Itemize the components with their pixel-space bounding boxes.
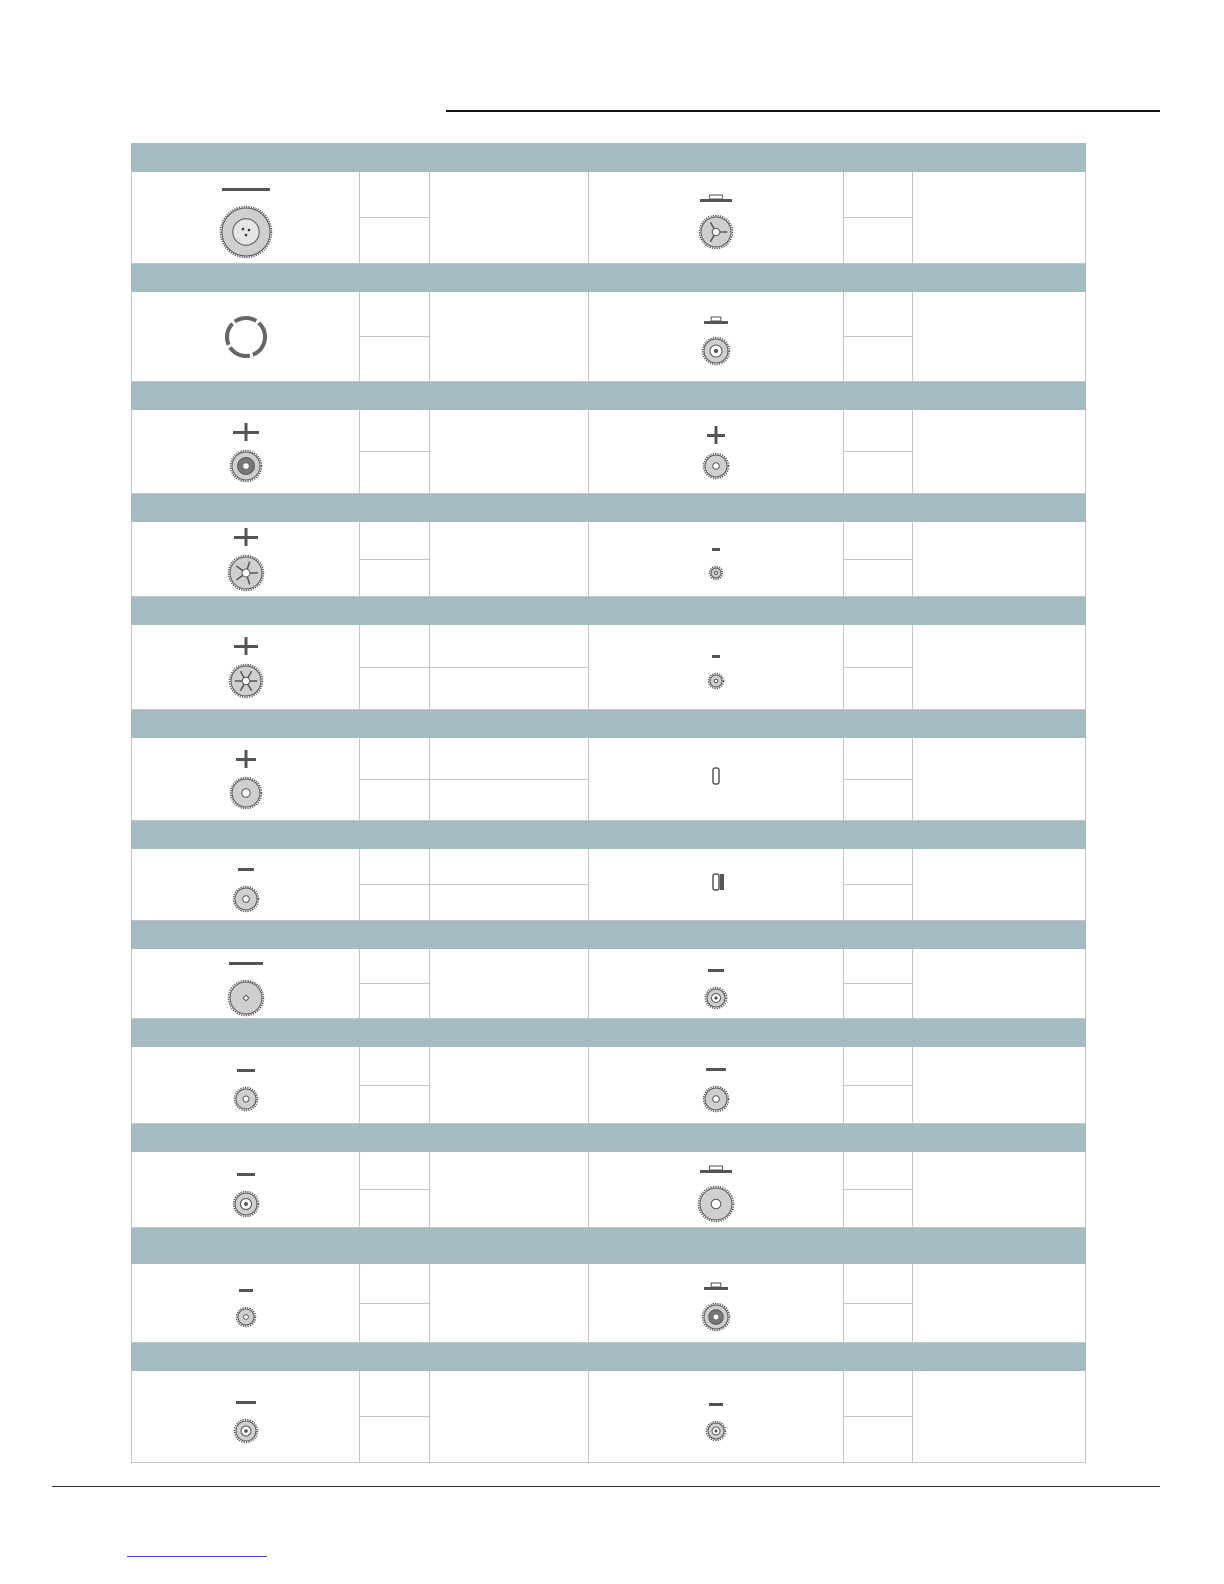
header-cell [132,494,360,522]
small-hub-wheel-top-icon [589,1420,843,1442]
header-cell [360,382,430,410]
header-cell [132,597,360,625]
header-cell [132,710,360,738]
header-cell [132,1124,360,1152]
header-cell [132,264,360,292]
header-cell [913,710,1086,738]
part-image-right [589,849,844,921]
header-cell [430,1343,589,1371]
header-cell [360,264,430,292]
header-cell [589,144,844,172]
pinion-side-icon [589,1392,843,1414]
part-desc-left [430,172,589,264]
part-qty-right [844,1371,913,1463]
header-cell [913,382,1086,410]
header-cell [430,1228,589,1264]
part-desc-right [913,1264,1086,1343]
part-qty-left-lower [360,1085,429,1086]
header-cell [589,1228,844,1264]
six-spoke-wheel-top-icon [132,663,359,699]
roller-pair-side-icon [589,871,843,893]
small-wheel-top-icon [132,1086,359,1112]
stepped-wheel-side-icon [589,1157,843,1179]
footer-rule [52,1486,1160,1487]
part-desc-right [913,292,1086,382]
header-cell [360,597,430,625]
part-image-left [132,292,360,382]
part-qty-left-lower [360,779,429,780]
pinion-top-icon [589,565,843,581]
part-desc-right [913,522,1086,597]
small-wheel-top-icon [589,452,843,480]
part-qty-right [844,1264,913,1343]
header-cell [132,921,360,949]
escape-wheel-top-icon [132,776,359,810]
header-cell [132,382,360,410]
part-qty-right [844,522,913,597]
part-qty-left-lower [360,1303,429,1304]
part-qty-right [844,172,913,264]
header-cell [844,1124,913,1152]
header-cell [132,144,360,172]
part-image-right [589,292,844,382]
part-qty-right [844,1152,913,1228]
part-qty-left [360,1264,430,1343]
part-qty-right-lower [844,1085,912,1086]
header-cell [132,1019,360,1047]
part-qty-left [360,522,430,597]
part-image-left [132,949,360,1019]
header-cell [844,494,913,522]
header-cell [589,1124,844,1152]
part-desc-left [430,738,589,821]
header-cell [430,710,589,738]
part-qty-left-lower [360,336,429,337]
part-qty-left-lower [360,1416,429,1417]
header-cell [844,821,913,849]
pinion-wheel-side-icon [132,421,359,443]
header-cell [913,144,1086,172]
footer-link[interactable] [127,1556,267,1557]
part-qty-left-lower [360,983,429,984]
header-row [132,597,1086,625]
header-cell [430,1019,589,1047]
roller-side-icon [589,765,843,787]
part-qty-left [360,292,430,382]
header-cell [589,921,844,949]
part-image-right [589,625,844,710]
part-qty-left-lower [360,451,429,452]
part-qty-left [360,1047,430,1124]
part-qty-left [360,949,430,1019]
header-cell [360,1124,430,1152]
part-desc-left [430,1047,589,1124]
header-cell [430,494,589,522]
part-image-right [589,522,844,597]
part-qty-left [360,1371,430,1463]
part-qty-left-lower [360,559,429,560]
part-qty-left-lower [360,667,429,668]
five-spoke-wheel-top-icon [132,554,359,592]
header-cell [913,1019,1086,1047]
part-row [132,522,1086,597]
part-desc-left-lower [430,779,588,780]
part-desc-right [913,949,1086,1019]
part-desc-left-lower [430,667,588,668]
header-cell [913,597,1086,625]
part-image-left [132,1047,360,1124]
hub-wheel-top-icon [589,336,843,366]
part-qty-left-lower [360,1189,429,1190]
hub-wheel-side-icon [589,308,843,330]
part-image-right [589,172,844,264]
header-cell [844,382,913,410]
star-wheel-top-icon [132,1306,359,1328]
part-image-right [589,1152,844,1228]
header-cell [360,710,430,738]
part-image-right [589,1047,844,1124]
header-cell [430,264,589,292]
header-cell [844,597,913,625]
header-cell [360,144,430,172]
header-cell [913,921,1086,949]
part-qty-right-lower [844,983,912,984]
part-qty-left [360,172,430,264]
header-row [132,264,1086,292]
thin-wheel-side-icon [132,1278,359,1300]
part-qty-right [844,849,913,921]
header-cell [430,144,589,172]
header-cell [360,1228,430,1264]
header-cell [589,382,844,410]
header-row [132,921,1086,949]
rosette-wheel-top-icon [132,449,359,483]
flat-wheel-side-icon [589,1057,843,1079]
split-ring-icon [132,315,359,359]
part-qty-right-lower [844,1189,912,1190]
header-cell [360,821,430,849]
header-cell [430,382,589,410]
header-cell [844,144,913,172]
part-qty-right [844,410,913,494]
part-image-left [132,625,360,710]
part-image-left [132,172,360,264]
header-row [132,710,1086,738]
small-wheel-top-icon [589,1085,843,1113]
flat-wheel-side-icon [132,177,359,199]
header-cell [360,921,430,949]
part-row [132,410,1086,494]
stepped-wheel-side-icon [589,186,843,208]
header-cell [844,921,913,949]
part-qty-right [844,1047,913,1124]
escape-arbor-side-icon [132,748,359,770]
part-desc-left [430,1264,589,1343]
arbor-wheel-side-icon [132,526,359,548]
part-qty-right-lower [844,217,912,218]
header-cell [844,1228,913,1264]
header-cell [913,821,1086,849]
header-row [132,494,1086,522]
part-image-right [589,410,844,494]
dark-rosette-wheel-top-icon [589,1302,843,1332]
part-desc-right [913,1371,1086,1463]
header-cell [430,921,589,949]
open-wheel-top-icon [132,1190,359,1218]
part-desc-left-lower [430,884,588,885]
header-cell [589,597,844,625]
part-qty-right [844,292,913,382]
part-qty-left-lower [360,884,429,885]
part-qty-left [360,625,430,710]
part-desc-right [913,410,1086,494]
part-desc-left [430,292,589,382]
header-row [132,382,1086,410]
header-cell [589,710,844,738]
part-desc-right [913,1047,1086,1124]
parts-table [131,143,1086,1463]
small-hub-wheel-top-icon [132,1418,359,1444]
pinion-side-icon [589,644,843,666]
header-cell [844,710,913,738]
flat-wheel-side-icon [132,1058,359,1080]
header-cell [844,1019,913,1047]
header-cell [589,264,844,292]
arbor-wheel-side-icon [132,635,359,657]
part-image-right [589,949,844,1019]
header-cell [430,1124,589,1152]
part-desc-right [913,1152,1086,1228]
part-qty-right-lower [844,1303,912,1304]
part-qty-right-lower [844,884,912,885]
flat-wheel-side-icon [132,951,359,973]
thin-wheel-side-icon [589,958,843,980]
pinion-top-icon [589,672,843,690]
header-cell [430,821,589,849]
part-row [132,1152,1086,1228]
header-cell [132,1343,360,1371]
part-desc-right [913,625,1086,710]
stepped-wheel-side-icon [589,1274,843,1296]
part-qty-right [844,949,913,1019]
header-cell [132,1228,360,1264]
part-desc-left [430,1371,589,1463]
part-row [132,1047,1086,1124]
part-desc-left [430,949,589,1019]
part-desc-left [430,522,589,597]
part-desc-right [913,849,1086,921]
part-image-left [132,1152,360,1228]
part-row [132,625,1086,710]
header-cell [913,264,1086,292]
header-cell [913,1124,1086,1152]
part-image-left [132,522,360,597]
part-qty-right-lower [844,559,912,560]
header-cell [844,1343,913,1371]
part-qty-right-lower [844,336,912,337]
header-row [132,1228,1086,1264]
header-cell [430,597,589,625]
header-row [132,1019,1086,1047]
part-row [132,738,1086,821]
part-image-left [132,738,360,821]
header-row [132,144,1086,172]
arbor-wheel-side-icon [589,424,843,446]
header-cell [913,1228,1086,1264]
header-cell [132,821,360,849]
part-qty-right-lower [844,451,912,452]
part-image-left [132,1371,360,1463]
part-desc-left [430,625,589,710]
part-desc-left [430,1152,589,1228]
header-cell [589,1019,844,1047]
part-image-left [132,410,360,494]
part-qty-right-lower [844,779,912,780]
header-cell [589,1343,844,1371]
part-row [132,949,1086,1019]
part-qty-right-lower [844,667,912,668]
header-row [132,1124,1086,1152]
large-fine-wheel-top-icon [589,1185,843,1223]
header-cell [844,264,913,292]
part-image-right [589,1264,844,1343]
part-desc-right [913,172,1086,264]
part-row [132,1371,1086,1463]
part-qty-left-lower [360,217,429,218]
header-cell [589,821,844,849]
part-row [132,172,1086,264]
header-cell [589,494,844,522]
diamond-hub-wheel-top-icon [132,979,359,1017]
pinion-side-icon [589,537,843,559]
part-qty-right [844,738,913,821]
header-cell [360,1343,430,1371]
part-qty-left [360,738,430,821]
part-row [132,292,1086,382]
part-row [132,849,1086,921]
part-image-right [589,1371,844,1463]
header-cell [360,1019,430,1047]
part-qty-right [844,625,913,710]
part-qty-left [360,410,430,494]
part-image-right [589,738,844,821]
small-wheel-side-icon [132,857,359,879]
part-row [132,1264,1086,1343]
part-image-left [132,1264,360,1343]
spoked-wheel-top-icon [589,214,843,250]
part-qty-left [360,1152,430,1228]
header-cell [913,1343,1086,1371]
large-wheel-top-icon [132,205,359,259]
part-desc-right [913,738,1086,821]
header-row [132,821,1086,849]
header-cell [913,494,1086,522]
part-desc-left [430,410,589,494]
header-cell [360,494,430,522]
star-wheel-top-icon [132,885,359,913]
part-image-left [132,849,360,921]
small-hub-wheel-top-icon [589,986,843,1010]
part-qty-right-lower [844,1416,912,1417]
header-row [132,1343,1086,1371]
part-desc-left [430,849,589,921]
header-rule [446,110,1160,112]
flat-wheel-side-icon [132,1162,359,1184]
flat-wheel-side-icon [132,1390,359,1412]
part-qty-left [360,849,430,921]
